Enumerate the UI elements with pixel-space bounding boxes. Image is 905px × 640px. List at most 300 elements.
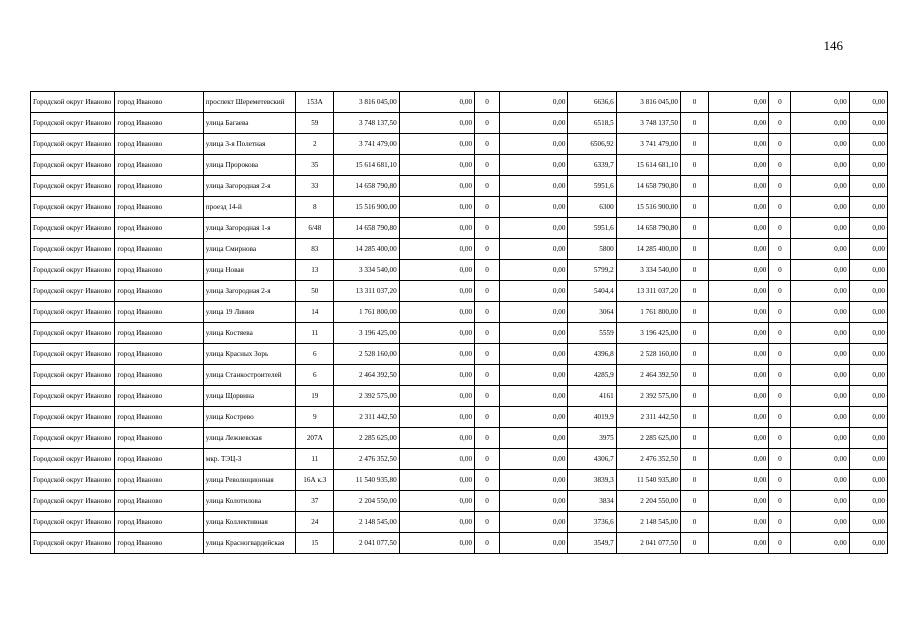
area-cell: 5799,2 bbox=[568, 260, 616, 281]
municipality-cell: Городской округ Иваново bbox=[31, 92, 115, 113]
count-cell: 0 bbox=[475, 260, 500, 281]
street-cell: улица Загородная 2-я bbox=[203, 281, 295, 302]
table-row bbox=[31, 449, 888, 470]
area-cell: 5559 bbox=[568, 323, 616, 344]
amount-cell: 0,00 bbox=[500, 365, 568, 386]
total-cost-cell: 3 816 045,00 bbox=[334, 92, 399, 113]
table-row bbox=[31, 218, 888, 239]
amount-cell: 0,00 bbox=[709, 470, 769, 491]
count-cell: 0 bbox=[769, 323, 791, 344]
amount-cell: 0,00 bbox=[791, 470, 849, 491]
municipality-cell: Городской округ Иваново bbox=[31, 470, 115, 491]
count-cell: 0 bbox=[680, 113, 708, 134]
table-row bbox=[31, 344, 888, 365]
amount-cell: 0,00 bbox=[849, 281, 887, 302]
count-cell: 0 bbox=[769, 365, 791, 386]
amount-cell: 0,00 bbox=[399, 428, 474, 449]
area-cell: 3975 bbox=[568, 428, 616, 449]
count-cell: 0 bbox=[769, 344, 791, 365]
count-cell: 0 bbox=[680, 134, 708, 155]
amount-cell: 0,00 bbox=[709, 428, 769, 449]
street-cell: улица Смирнова bbox=[203, 239, 295, 260]
amount-cell: 0,00 bbox=[791, 134, 849, 155]
count-cell: 0 bbox=[769, 449, 791, 470]
total-cost-cell: 13 311 037,20 bbox=[334, 281, 399, 302]
total-cost-cell: 3 741 479,00 bbox=[616, 134, 680, 155]
table-row bbox=[31, 512, 888, 533]
amount-cell: 0,00 bbox=[791, 428, 849, 449]
municipality-cell: Городской округ Иваново bbox=[31, 533, 115, 554]
count-cell: 0 bbox=[769, 386, 791, 407]
total-cost-cell: 2 311 442,50 bbox=[616, 407, 680, 428]
municipality-cell: Городской округ Иваново bbox=[31, 113, 115, 134]
settlement-cell: город Иваново bbox=[115, 407, 203, 428]
amount-cell: 0,00 bbox=[709, 323, 769, 344]
count-cell: 0 bbox=[475, 449, 500, 470]
street-cell: улица Красных Зорь bbox=[203, 344, 295, 365]
municipality-cell: Городской округ Иваново bbox=[31, 449, 115, 470]
amount-cell: 0,00 bbox=[849, 218, 887, 239]
street-cell: улица 3-я Полетная bbox=[203, 134, 295, 155]
house-number-cell: 33 bbox=[296, 176, 334, 197]
count-cell: 0 bbox=[680, 302, 708, 323]
house-number-cell: 19 bbox=[296, 386, 334, 407]
municipality-cell: Городской округ Иваново bbox=[31, 176, 115, 197]
house-number-cell: 83 bbox=[296, 239, 334, 260]
area-cell: 5951,6 bbox=[568, 176, 616, 197]
settlement-cell: город Иваново bbox=[115, 134, 203, 155]
page-number: 146 bbox=[823, 38, 843, 53]
amount-cell: 0,00 bbox=[399, 113, 474, 134]
table-row bbox=[31, 239, 888, 260]
table-row bbox=[31, 260, 888, 281]
count-cell: 0 bbox=[769, 407, 791, 428]
amount-cell: 0,00 bbox=[399, 281, 474, 302]
count-cell: 0 bbox=[680, 386, 708, 407]
table-row bbox=[31, 197, 888, 218]
count-cell: 0 bbox=[475, 218, 500, 239]
amount-cell: 0,00 bbox=[709, 449, 769, 470]
amount-cell: 0,00 bbox=[399, 218, 474, 239]
table-row bbox=[31, 302, 888, 323]
count-cell: 0 bbox=[680, 281, 708, 302]
amount-cell: 0,00 bbox=[399, 155, 474, 176]
amount-cell: 0,00 bbox=[791, 512, 849, 533]
amount-cell: 0,00 bbox=[399, 176, 474, 197]
total-cost-cell: 2 528 160,00 bbox=[616, 344, 680, 365]
amount-cell: 0,00 bbox=[791, 218, 849, 239]
total-cost-cell: 2 148 545,00 bbox=[334, 512, 399, 533]
table-row bbox=[31, 155, 888, 176]
table-row bbox=[31, 113, 888, 134]
count-cell: 0 bbox=[475, 197, 500, 218]
count-cell: 0 bbox=[680, 449, 708, 470]
area-cell: 5800 bbox=[568, 239, 616, 260]
street-cell: улица 19 Линия bbox=[203, 302, 295, 323]
amount-cell: 0,00 bbox=[500, 197, 568, 218]
amount-cell: 0,00 bbox=[849, 512, 887, 533]
municipality-cell: Городской округ Иваново bbox=[31, 323, 115, 344]
house-number-cell: 6 bbox=[296, 365, 334, 386]
count-cell: 0 bbox=[475, 302, 500, 323]
municipality-cell: Городской округ Иваново bbox=[31, 260, 115, 281]
amount-cell: 0,00 bbox=[849, 260, 887, 281]
count-cell: 0 bbox=[475, 239, 500, 260]
area-cell: 4396,8 bbox=[568, 344, 616, 365]
amount-cell: 0,00 bbox=[500, 302, 568, 323]
count-cell: 0 bbox=[680, 407, 708, 428]
amount-cell: 0,00 bbox=[500, 260, 568, 281]
settlement-cell: город Иваново bbox=[115, 428, 203, 449]
street-cell: проспект Шереметевский bbox=[203, 92, 295, 113]
amount-cell: 0,00 bbox=[500, 407, 568, 428]
amount-cell: 0,00 bbox=[399, 533, 474, 554]
amount-cell: 0,00 bbox=[791, 176, 849, 197]
street-cell: улица Костяева bbox=[203, 323, 295, 344]
amount-cell: 0,00 bbox=[849, 155, 887, 176]
count-cell: 0 bbox=[680, 197, 708, 218]
municipality-cell: Городской округ Иваново bbox=[31, 239, 115, 260]
area-cell: 6506,92 bbox=[568, 134, 616, 155]
amount-cell: 0,00 bbox=[709, 491, 769, 512]
amount-cell: 0,00 bbox=[399, 239, 474, 260]
count-cell: 0 bbox=[769, 260, 791, 281]
amount-cell: 0,00 bbox=[791, 323, 849, 344]
count-cell: 0 bbox=[680, 176, 708, 197]
amount-cell: 0,00 bbox=[709, 239, 769, 260]
municipality-cell: Городской округ Иваново bbox=[31, 407, 115, 428]
count-cell: 0 bbox=[769, 113, 791, 134]
amount-cell: 0,00 bbox=[849, 386, 887, 407]
amount-cell: 0,00 bbox=[709, 92, 769, 113]
count-cell: 0 bbox=[680, 491, 708, 512]
municipality-cell: Городской округ Иваново bbox=[31, 197, 115, 218]
house-number-cell: 9 bbox=[296, 407, 334, 428]
house-number-cell: 207А bbox=[296, 428, 334, 449]
table-row bbox=[31, 491, 888, 512]
total-cost-cell: 14 285 400,00 bbox=[616, 239, 680, 260]
amount-cell: 0,00 bbox=[500, 218, 568, 239]
amount-cell: 0,00 bbox=[709, 113, 769, 134]
municipality-cell: Городской округ Иваново bbox=[31, 155, 115, 176]
amount-cell: 0,00 bbox=[500, 428, 568, 449]
amount-cell: 0,00 bbox=[500, 470, 568, 491]
street-cell: улица Щорвина bbox=[203, 386, 295, 407]
street-cell: улица Загородная 1-я bbox=[203, 218, 295, 239]
amount-cell: 0,00 bbox=[791, 344, 849, 365]
settlement-cell: город Иваново bbox=[115, 365, 203, 386]
street-cell: улица Колотилова bbox=[203, 491, 295, 512]
total-cost-cell: 2 476 352,50 bbox=[616, 449, 680, 470]
settlement-cell: город Иваново bbox=[115, 176, 203, 197]
table-row bbox=[31, 533, 888, 554]
area-cell: 4161 bbox=[568, 386, 616, 407]
total-cost-cell: 2 311 442,50 bbox=[334, 407, 399, 428]
amount-cell: 0,00 bbox=[791, 407, 849, 428]
amount-cell: 0,00 bbox=[500, 176, 568, 197]
count-cell: 0 bbox=[680, 260, 708, 281]
amount-cell: 0,00 bbox=[399, 470, 474, 491]
amount-cell: 0,00 bbox=[791, 365, 849, 386]
count-cell: 0 bbox=[475, 491, 500, 512]
amount-cell: 0,00 bbox=[709, 344, 769, 365]
house-number-cell: 13 bbox=[296, 260, 334, 281]
house-number-cell: 14 bbox=[296, 302, 334, 323]
amount-cell: 0,00 bbox=[849, 470, 887, 491]
amount-cell: 0,00 bbox=[500, 386, 568, 407]
count-cell: 0 bbox=[769, 239, 791, 260]
amount-cell: 0,00 bbox=[791, 239, 849, 260]
total-cost-cell: 2 285 625,00 bbox=[616, 428, 680, 449]
amount-cell: 0,00 bbox=[399, 386, 474, 407]
amount-cell: 0,00 bbox=[399, 92, 474, 113]
house-number-cell: 35 bbox=[296, 155, 334, 176]
house-number-cell: 8 bbox=[296, 197, 334, 218]
count-cell: 0 bbox=[475, 113, 500, 134]
count-cell: 0 bbox=[769, 218, 791, 239]
amount-cell: 0,00 bbox=[791, 92, 849, 113]
street-cell: проезд 14-й bbox=[203, 197, 295, 218]
amount-cell: 0,00 bbox=[709, 281, 769, 302]
total-cost-cell: 15 516 900,00 bbox=[616, 197, 680, 218]
area-cell: 6300 bbox=[568, 197, 616, 218]
amount-cell: 0,00 bbox=[849, 323, 887, 344]
amount-cell: 0,00 bbox=[399, 512, 474, 533]
settlement-cell: город Иваново bbox=[115, 260, 203, 281]
count-cell: 0 bbox=[769, 134, 791, 155]
total-cost-cell: 15 516 900,00 bbox=[334, 197, 399, 218]
count-cell: 0 bbox=[769, 491, 791, 512]
settlement-cell: город Иваново bbox=[115, 113, 203, 134]
table-row bbox=[31, 470, 888, 491]
house-number-cell: 6/48 bbox=[296, 218, 334, 239]
amount-cell: 0,00 bbox=[791, 386, 849, 407]
table-body bbox=[31, 92, 888, 554]
street-cell: улица Кострево bbox=[203, 407, 295, 428]
amount-cell: 0,00 bbox=[849, 491, 887, 512]
amount-cell: 0,00 bbox=[849, 239, 887, 260]
house-number-cell: 11 bbox=[296, 323, 334, 344]
amount-cell: 0,00 bbox=[399, 302, 474, 323]
total-cost-cell: 14 658 790,80 bbox=[616, 218, 680, 239]
amount-cell: 0,00 bbox=[399, 134, 474, 155]
street-cell: улица Станкостроителей bbox=[203, 365, 295, 386]
total-cost-cell: 1 761 800,00 bbox=[616, 302, 680, 323]
total-cost-cell: 2 204 550,00 bbox=[616, 491, 680, 512]
municipality-cell: Городской округ Иваново bbox=[31, 428, 115, 449]
table-row bbox=[31, 386, 888, 407]
municipality-cell: Городской округ Иваново bbox=[31, 386, 115, 407]
amount-cell: 0,00 bbox=[849, 428, 887, 449]
count-cell: 0 bbox=[475, 407, 500, 428]
amount-cell: 0,00 bbox=[791, 155, 849, 176]
total-cost-cell: 2 476 352,50 bbox=[334, 449, 399, 470]
amount-cell: 0,00 bbox=[500, 113, 568, 134]
total-cost-cell: 2 464 392,50 bbox=[334, 365, 399, 386]
count-cell: 0 bbox=[680, 239, 708, 260]
settlement-cell: город Иваново bbox=[115, 239, 203, 260]
total-cost-cell: 15 614 681,10 bbox=[334, 155, 399, 176]
amount-cell: 0,00 bbox=[399, 449, 474, 470]
area-cell: 3736,6 bbox=[568, 512, 616, 533]
count-cell: 0 bbox=[475, 344, 500, 365]
area-cell: 5951,6 bbox=[568, 218, 616, 239]
total-cost-cell: 2 204 550,00 bbox=[334, 491, 399, 512]
amount-cell: 0,00 bbox=[849, 176, 887, 197]
count-cell: 0 bbox=[475, 365, 500, 386]
amount-cell: 0,00 bbox=[500, 281, 568, 302]
total-cost-cell: 11 540 935,80 bbox=[616, 470, 680, 491]
amount-cell: 0,00 bbox=[709, 512, 769, 533]
total-cost-cell: 11 540 935,80 bbox=[334, 470, 399, 491]
total-cost-cell: 3 741 479,00 bbox=[334, 134, 399, 155]
count-cell: 0 bbox=[680, 533, 708, 554]
total-cost-cell: 3 748 137,50 bbox=[334, 113, 399, 134]
count-cell: 0 bbox=[475, 470, 500, 491]
area-cell: 4285,9 bbox=[568, 365, 616, 386]
total-cost-cell: 2 392 575,00 bbox=[334, 386, 399, 407]
settlement-cell: город Иваново bbox=[115, 323, 203, 344]
count-cell: 0 bbox=[680, 470, 708, 491]
amount-cell: 0,00 bbox=[500, 533, 568, 554]
amount-cell: 0,00 bbox=[791, 449, 849, 470]
house-number-cell: 11 bbox=[296, 449, 334, 470]
amount-cell: 0,00 bbox=[791, 302, 849, 323]
amount-cell: 0,00 bbox=[500, 491, 568, 512]
amount-cell: 0,00 bbox=[849, 134, 887, 155]
count-cell: 0 bbox=[475, 533, 500, 554]
street-cell: улица Новая bbox=[203, 260, 295, 281]
count-cell: 0 bbox=[680, 92, 708, 113]
total-cost-cell: 15 614 681,10 bbox=[616, 155, 680, 176]
settlement-cell: город Иваново bbox=[115, 281, 203, 302]
area-cell: 5404,4 bbox=[568, 281, 616, 302]
amount-cell: 0,00 bbox=[399, 407, 474, 428]
amount-cell: 0,00 bbox=[849, 533, 887, 554]
count-cell: 0 bbox=[680, 428, 708, 449]
amount-cell: 0,00 bbox=[849, 92, 887, 113]
total-cost-cell: 3 334 540,00 bbox=[334, 260, 399, 281]
amount-cell: 0,00 bbox=[500, 449, 568, 470]
house-number-cell: 153А bbox=[296, 92, 334, 113]
amount-cell: 0,00 bbox=[849, 113, 887, 134]
amount-cell: 0,00 bbox=[399, 491, 474, 512]
table-row bbox=[31, 365, 888, 386]
house-number-cell: 50 bbox=[296, 281, 334, 302]
settlement-cell: город Иваново bbox=[115, 470, 203, 491]
municipality-cell: Городской округ Иваново bbox=[31, 134, 115, 155]
count-cell: 0 bbox=[680, 323, 708, 344]
total-cost-cell: 2 285 625,00 bbox=[334, 428, 399, 449]
municipality-cell: Городской округ Иваново bbox=[31, 302, 115, 323]
amount-cell: 0,00 bbox=[500, 512, 568, 533]
table-row bbox=[31, 407, 888, 428]
total-cost-cell: 13 311 037,20 bbox=[616, 281, 680, 302]
area-cell: 4019,9 bbox=[568, 407, 616, 428]
amount-cell: 0,00 bbox=[791, 281, 849, 302]
municipality-cell: Городской округ Иваново bbox=[31, 344, 115, 365]
count-cell: 0 bbox=[680, 218, 708, 239]
count-cell: 0 bbox=[769, 281, 791, 302]
total-cost-cell: 2 041 077,50 bbox=[616, 533, 680, 554]
registry-table bbox=[30, 91, 888, 554]
total-cost-cell: 2 041 077,50 bbox=[334, 533, 399, 554]
settlement-cell: город Иваново bbox=[115, 449, 203, 470]
total-cost-cell: 1 761 800,00 bbox=[334, 302, 399, 323]
count-cell: 0 bbox=[680, 155, 708, 176]
total-cost-cell: 3 196 425,00 bbox=[616, 323, 680, 344]
settlement-cell: город Иваново bbox=[115, 344, 203, 365]
settlement-cell: город Иваново bbox=[115, 512, 203, 533]
street-cell: улица Революционная bbox=[203, 470, 295, 491]
area-cell: 6339,7 bbox=[568, 155, 616, 176]
count-cell: 0 bbox=[475, 281, 500, 302]
settlement-cell: город Иваново bbox=[115, 155, 203, 176]
count-cell: 0 bbox=[769, 533, 791, 554]
count-cell: 0 bbox=[769, 512, 791, 533]
amount-cell: 0,00 bbox=[709, 386, 769, 407]
amount-cell: 0,00 bbox=[849, 407, 887, 428]
count-cell: 0 bbox=[769, 92, 791, 113]
amount-cell: 0,00 bbox=[849, 344, 887, 365]
table-row bbox=[31, 92, 888, 113]
count-cell: 0 bbox=[475, 386, 500, 407]
table-row bbox=[31, 134, 888, 155]
amount-cell: 0,00 bbox=[849, 365, 887, 386]
street-cell: улица Загородная 2-я bbox=[203, 176, 295, 197]
house-number-cell: 2 bbox=[296, 134, 334, 155]
table-row bbox=[31, 428, 888, 449]
amount-cell: 0,00 bbox=[500, 323, 568, 344]
amount-cell: 0,00 bbox=[709, 197, 769, 218]
municipality-cell: Городской округ Иваново bbox=[31, 512, 115, 533]
settlement-cell: город Иваново bbox=[115, 533, 203, 554]
total-cost-cell: 2 392 575,00 bbox=[616, 386, 680, 407]
count-cell: 0 bbox=[680, 344, 708, 365]
settlement-cell: город Иваново bbox=[115, 386, 203, 407]
count-cell: 0 bbox=[769, 428, 791, 449]
area-cell: 4306,7 bbox=[568, 449, 616, 470]
street-cell: улица Багаева bbox=[203, 113, 295, 134]
total-cost-cell: 14 658 790,80 bbox=[334, 218, 399, 239]
count-cell: 0 bbox=[475, 323, 500, 344]
settlement-cell: город Иваново bbox=[115, 197, 203, 218]
count-cell: 0 bbox=[680, 365, 708, 386]
amount-cell: 0,00 bbox=[500, 134, 568, 155]
count-cell: 0 bbox=[475, 176, 500, 197]
house-number-cell: 15 bbox=[296, 533, 334, 554]
amount-cell: 0,00 bbox=[709, 134, 769, 155]
street-cell: мкр. ТЭЦ-3 bbox=[203, 449, 295, 470]
count-cell: 0 bbox=[769, 302, 791, 323]
street-cell: улица Коллективная bbox=[203, 512, 295, 533]
area-cell: 3839,3 bbox=[568, 470, 616, 491]
count-cell: 0 bbox=[769, 470, 791, 491]
amount-cell: 0,00 bbox=[849, 302, 887, 323]
total-cost-cell: 2 464 392,50 bbox=[616, 365, 680, 386]
amount-cell: 0,00 bbox=[500, 92, 568, 113]
municipality-cell: Городской округ Иваново bbox=[31, 365, 115, 386]
amount-cell: 0,00 bbox=[709, 155, 769, 176]
amount-cell: 0,00 bbox=[791, 197, 849, 218]
settlement-cell: город Иваново bbox=[115, 491, 203, 512]
count-cell: 0 bbox=[680, 512, 708, 533]
area-cell: 6518,5 bbox=[568, 113, 616, 134]
house-number-cell: 6 bbox=[296, 344, 334, 365]
total-cost-cell: 14 285 400,00 bbox=[334, 239, 399, 260]
count-cell: 0 bbox=[475, 92, 500, 113]
area-cell: 3834 bbox=[568, 491, 616, 512]
